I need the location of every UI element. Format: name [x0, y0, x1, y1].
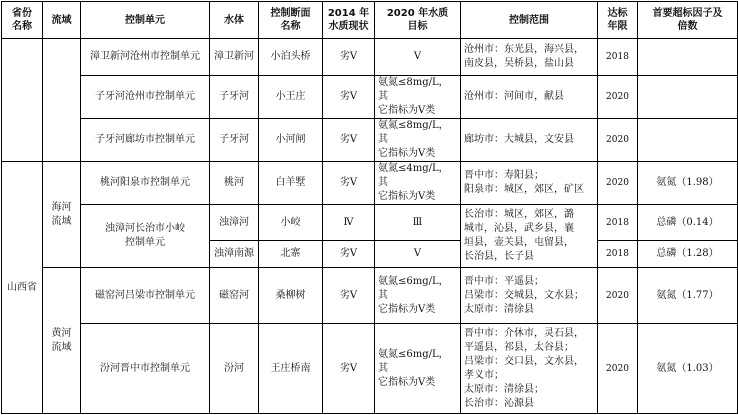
control-unit-cell: 子牙河沧州市控制单元 [81, 76, 210, 119]
water-body-cell: 汾河 [210, 324, 259, 414]
header-control-scope: 控制范围 [461, 2, 598, 39]
status-2014-cell: 劣Ⅴ [323, 241, 375, 268]
table-row [2, 39, 738, 76]
factor-cell: 氨氮（1.98） [638, 162, 738, 205]
factor-cell: 氨氮（1.77） [638, 268, 738, 324]
table-row [2, 162, 738, 205]
header-section-name: 控制断面 名称 [259, 2, 323, 39]
status-2014-cell: 劣Ⅴ [323, 119, 375, 162]
control-scope-cell: 沧州市：河间市，献县 [461, 76, 598, 119]
factor-cell [638, 119, 738, 162]
header-basin: 流域 [43, 2, 81, 39]
target-2020-cell: Ⅲ [375, 205, 461, 241]
status-2014-cell: Ⅳ [323, 205, 375, 241]
water-body-cell: 磁窑河 [210, 268, 259, 324]
basin-cell: 黄河 流域 [43, 268, 81, 414]
table-row [2, 76, 738, 119]
water-body-cell: 桃河 [210, 162, 259, 205]
target-2020-cell: 氨氮≤4mg/L，其 它指标为Ⅴ类 [375, 162, 461, 205]
water-control-unit-table [1, 1, 738, 414]
target-2020-cell: 氨氮≤8mg/L，其 它指标为Ⅴ类 [375, 119, 461, 162]
year-cell: 2018 [598, 39, 638, 76]
water-body-cell: 浊漳南源 [210, 241, 259, 268]
control-scope-cell: 沧州市：东光县，海兴县， 南皮县，吴桥县，盐山县 [461, 39, 598, 76]
target-2020-cell: Ⅴ [375, 39, 461, 76]
water-body-cell: 浊漳河 [210, 205, 259, 241]
control-scope-cell: 晋中市：介休市，灵石县， 平遥县，祁县，太谷县； 吕梁市：交口县，文水县， 孝义市； 太原市：清徐县； 长治市：沁源县 [461, 324, 598, 414]
section-cell: 小泊头桥 [259, 39, 323, 76]
control-unit-cell: 磁窑河吕梁市控制单元 [81, 268, 210, 324]
header-factor: 首要超标因子及 倍数 [638, 2, 738, 39]
year-cell: 2020 [598, 162, 638, 205]
header-water-body: 水体 [210, 2, 259, 39]
header-status-2014: 2014 年 水质现状 [323, 2, 375, 39]
province-cell-blank [2, 39, 43, 162]
status-2014-cell: 劣Ⅴ [323, 268, 375, 324]
factor-cell [638, 39, 738, 76]
control-scope-cell: 晋中市：寿阳县； 阳泉市：城区，郊区，矿区 [461, 162, 598, 205]
year-cell: 2020 [598, 76, 638, 119]
status-2014-cell: 劣Ⅴ [323, 162, 375, 205]
year-cell: 2020 [598, 324, 638, 414]
control-scope-cell: 廊坊市：大城县，文安县 [461, 119, 598, 162]
section-cell: 桑柳树 [259, 268, 323, 324]
status-2014-cell: 劣Ⅴ [323, 39, 375, 76]
water-body-cell: 漳卫新河 [210, 39, 259, 76]
header-control-unit: 控制单元 [81, 2, 210, 39]
target-2020-cell: Ⅴ [375, 241, 461, 268]
basin-cell: 海河 流域 [43, 162, 81, 268]
factor-cell [638, 76, 738, 119]
status-2014-cell: 劣Ⅴ [323, 76, 375, 119]
target-2020-cell: 氨氮≤6mg/L，其 它指标为Ⅴ类 [375, 268, 461, 324]
basin-cell-blank [43, 39, 81, 162]
factor-cell: 氨氮（1.03） [638, 324, 738, 414]
province-cell: 山西省 [2, 162, 43, 414]
year-cell: 2020 [598, 119, 638, 162]
control-unit-cell: 漳卫新河沧州市控制单元 [81, 39, 210, 76]
header-province: 省份 名称 [2, 2, 43, 39]
header-target-2020: 2020 年水质 目标 [375, 2, 461, 39]
section-cell: 小河闸 [259, 119, 323, 162]
table-row [2, 268, 738, 324]
water-body-cell: 子牙河 [210, 76, 259, 119]
water-body-cell: 子牙河 [210, 119, 259, 162]
section-cell: 小王庄 [259, 76, 323, 119]
control-unit-cell: 浊漳河长治市小峧 控制单元 [81, 205, 210, 268]
section-cell: 王庄桥南 [259, 324, 323, 414]
table-row [2, 205, 738, 241]
factor-cell: 总磷（1.28） [638, 241, 738, 268]
control-scope-cell: 晋中市：平遥县； 吕梁市：交城县，文水县； 太原市：清徐县 [461, 268, 598, 324]
year-cell: 2018 [598, 241, 638, 268]
section-cell: 北寨 [259, 241, 323, 268]
table-row [2, 119, 738, 162]
control-unit-cell: 桃河阳泉市控制单元 [81, 162, 210, 205]
status-2014-cell: 劣Ⅴ [323, 324, 375, 414]
section-cell: 白羊墅 [259, 162, 323, 205]
control-unit-cell: 子牙河廊坊市控制单元 [81, 119, 210, 162]
header-row [2, 2, 738, 39]
target-2020-cell: 氨氮≤8mg/L，其 它指标为Ⅴ类 [375, 76, 461, 119]
year-cell: 2018 [598, 205, 638, 241]
factor-cell: 总磷（0.14） [638, 205, 738, 241]
section-cell: 小峧 [259, 205, 323, 241]
year-cell: 2020 [598, 268, 638, 324]
control-scope-cell: 长治市：城区，郊区，潞 城市，沁县，武乡县，襄 垣县，壶关县，屯留县， 长治县，长子县 [461, 205, 598, 268]
table-row [2, 324, 738, 414]
control-unit-cell: 汾河晋中市控制单元 [81, 324, 210, 414]
header-year: 达标 年限 [598, 2, 638, 39]
target-2020-cell: 氨氮≤6mg/L，其 它指标为Ⅴ类 [375, 324, 461, 414]
